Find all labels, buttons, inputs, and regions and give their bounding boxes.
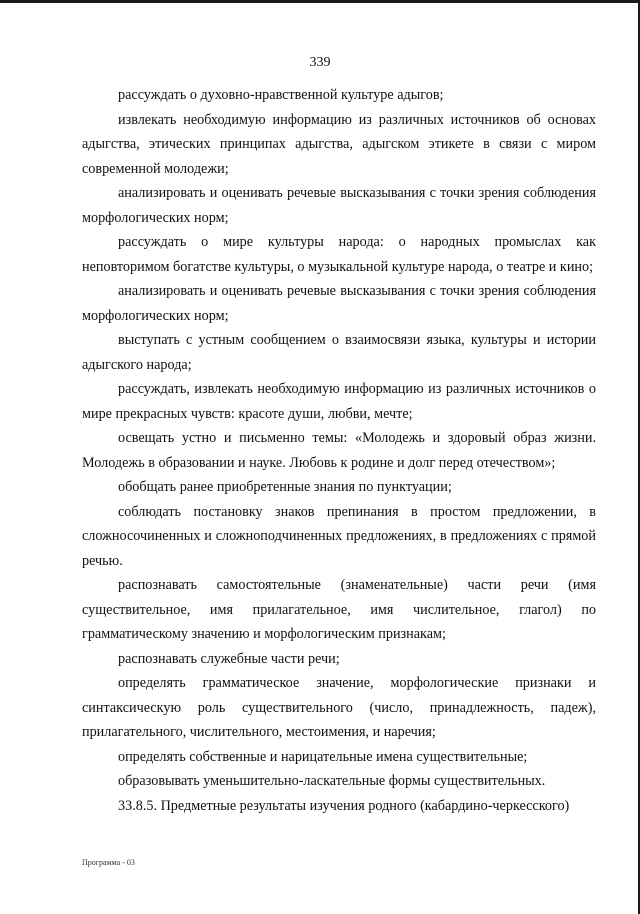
body-text [82,83,596,818]
paragraph-14: определять собственные и нарицательные имена существительные; [118,748,528,765]
paragraph-10: соблюдать постановку знаков препинания в простом предложении, в сложносочиненных и сложноподчиненных предложениях, в предложениях с прямой речью. [82,503,596,569]
scan-edge-top [0,0,640,3]
paragraph-8: освещать устно и письменно темы: «Молодежь и здоровый образ жизни. Молодежь в образовании и науке. Любовь к родине и долг перед отечеством»; [82,430,596,471]
paragraph-13: определять грамматическое значение, морфологические признаки и синтаксическую роль существительного (число, принадлежность, падеж), прилагательного, числительного, местоимения, и наречия; [82,675,596,740]
paragraph-6: выступать с устным сообщением о взаимосвязи языка, культуры и истории адыгского народа; [82,332,596,373]
paragraph-9: обобщать ранее приобретенные знания по пунктуации; [118,479,452,495]
paragraph-1: рассуждать о духовно-нравственной культуре адыгов; [118,87,444,103]
paragraph-2: извлекать необходимую информацию из различных источников об основах адыгства, этических принципах адыгства, адыгском этикете в связи с миром современной молодежи; [82,111,596,177]
section-heading: 33.8.5. Предметные результаты изучения родного (кабардино-черкесского) [118,797,570,814]
paragraph-12: распознавать служебные части речи; [118,650,340,667]
paragraph-4: рассуждать о мире культуры народа: о народных промыслах как неповторимом богатстве культуры, о музыкальной культуре народа, о театре и кино; [82,234,596,275]
paragraph-11: распознавать самостоятельные (знаменательные) части речи (имя существительное, имя прилагательное, имя числительное, глагол) по грамматическому значению и морфологическим признакам; [82,577,596,642]
page-footer: Программа - 03 [82,858,135,867]
paragraph-7: рассуждать, извлекать необходимую информацию из различных источников о мире прекрасных чувств: красоте души, любви, мечте; [82,381,596,422]
paragraph-5: анализировать и оценивать речевые высказывания с точки зрения соблюдения морфологических норм; [82,283,596,324]
page-number: 339 [309,55,331,70]
paragraph-15: образовывать уменьшительно-ласкательные формы существительных. [118,773,546,789]
paragraph-3: анализировать и оценивать речевые высказывания с точки зрения соблюдения морфологических норм; [82,185,596,226]
